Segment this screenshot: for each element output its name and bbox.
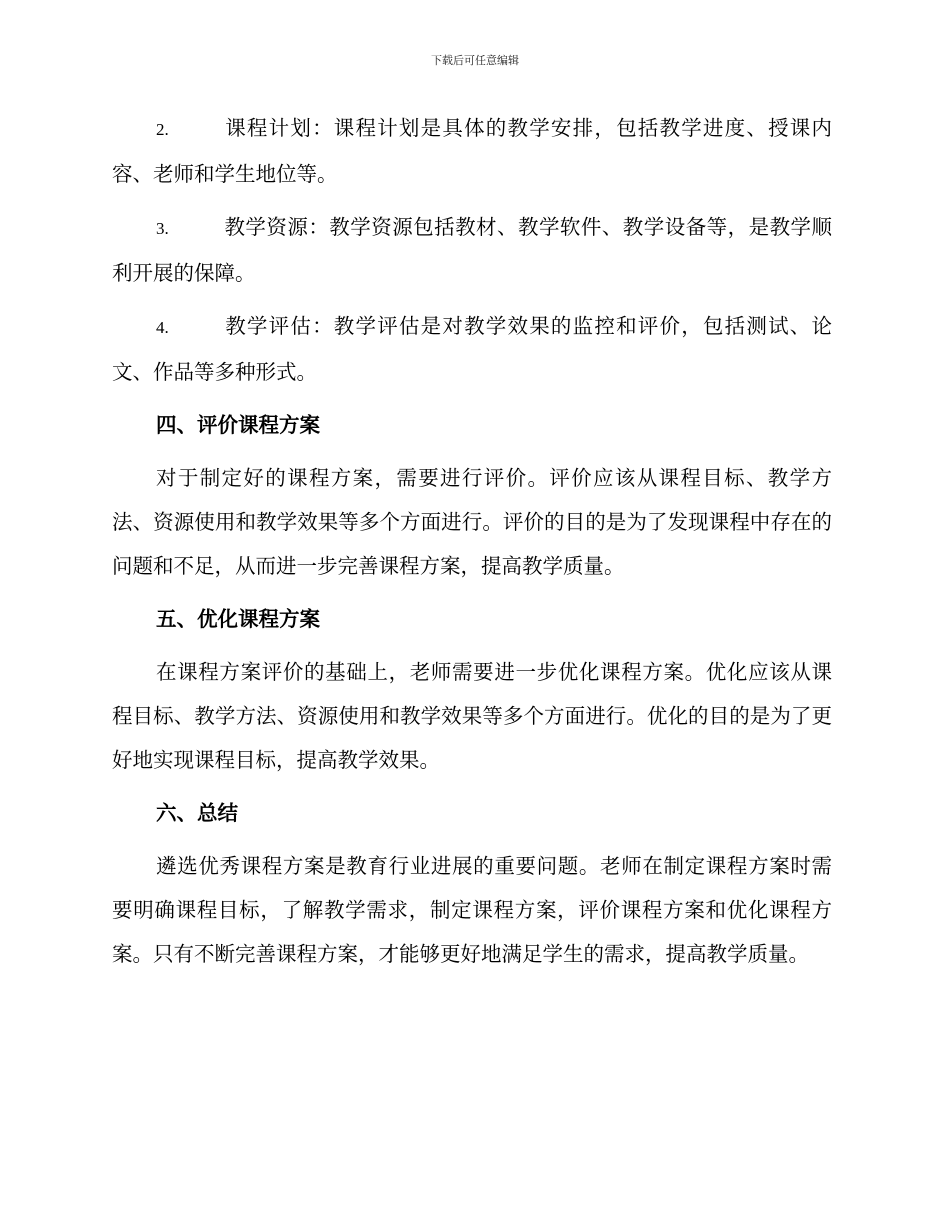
list-item-2 (112, 106, 832, 196)
page-header: 下载后可任意编辑 (431, 54, 519, 67)
list-item-text: 课程计划：课程计划是具体的教学安排，包括教学进度、授课内容、老师和学生地位等。 (112, 116, 832, 186)
section-paragraph-optimize: 在课程方案评价的基础上，老师需要进一步优化课程方案。优化应该从课程目标、教学方法、资源使用和教学效果等多个方面进行。优化的目的是为了更好地实现课程目标，提高教学效果。 (112, 660, 832, 772)
section-paragraph-evaluate: 对于制定好的课程方案，需要进行评价。评价应该从课程目标、教学方法、资源使用和教学效果等多个方面进行。评价的目的是为了发现课程中存在的问题和不足，从而进一步完善课程方案，提高教学质量。 (112, 466, 832, 578)
list-number: 3. (156, 219, 169, 238)
list-number: 2. (156, 120, 169, 139)
section-heading-optimize: 五、优化课程方案 (156, 607, 320, 631)
list-item-text: 教学评估：教学评估是对教学效果的监控和评价，包括测试、论文、作品等多种形式。 (112, 314, 832, 384)
list-item-4 (112, 304, 832, 394)
document-body (112, 106, 832, 985)
section-heading-evaluate: 四、评价课程方案 (156, 413, 320, 437)
section-heading-summary: 六、总结 (156, 801, 238, 825)
section-paragraph-summary: 遴选优秀课程方案是教育行业进展的重要问题。老师在制定课程方案时需要明确课程目标，了解教学需求，制定课程方案，评价课程方案和优化课程方案。只有不断完善课程方案，才能够更好地满足学生的需求，提高教学质量。 (112, 854, 832, 966)
list-item-text: 教学资源：教学资源包括教材、教学软件、教学设备等，是教学顺利开展的保障。 (112, 215, 832, 285)
list-number: 4. (156, 318, 169, 337)
list-item-3 (112, 205, 832, 295)
